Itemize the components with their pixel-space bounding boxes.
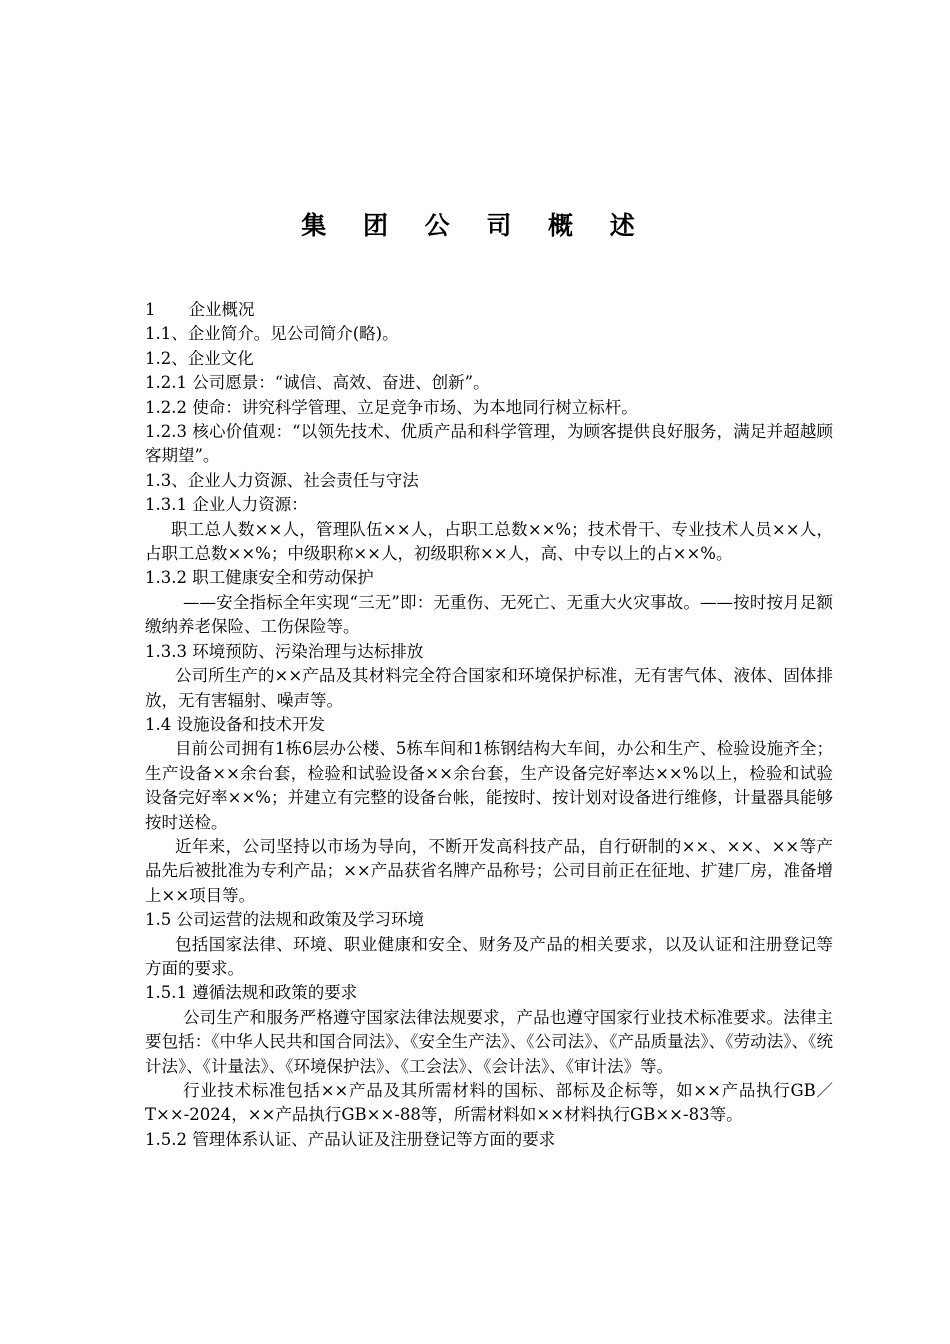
- section-heading-1-3-1: 1.3.1 企业人力资源：: [145, 495, 308, 515]
- section-heading-1-2: 1.2、企业文化: [145, 348, 254, 368]
- section-1-2-3: 1.2.3 核心价值观：“以领先技术、优质产品和科学管理，为顾客提供良好服务，满足并超越顾客期望”。: [145, 422, 833, 466]
- paragraph-environment: 公司所生产的××产品及其材料完全符合国家和环境保护标准，无有害气体、液体、固体排放，无有害辐射、噪声等。: [145, 666, 833, 710]
- section-heading-1-5-2: 1.5.2 管理体系认证、产品认证及注册登记等方面的要求: [145, 1129, 556, 1149]
- section-heading-1-5: 1.5 公司运营的法规和政策及学习环境: [145, 910, 424, 930]
- section-heading-1-3-3: 1.3.3 环境预防、污染治理与达标排放: [145, 641, 424, 661]
- paragraph-safety: ——安全指标全年实现“三无”即：无重伤、无死亡、无重大火灾事故。——按时按月足额缴纳养老保险、工伤保险等。: [145, 592, 833, 637]
- section-1-2-2: 1.2.2 使命：讲究科学管理、立足竞争市场、为本地同行树立标杆。: [145, 397, 638, 417]
- section-heading-1: 1 企业概况: [145, 300, 255, 319]
- paragraph-laws: 公司生产和服务严格遵守国家法律法规要求，产品也遵守国家行业技术标准要求。法律主要包括：《中华人民共和国合同法》、《安全生产法》、《公司法》、《产品质量法》、《劳动法》、《统计法》、《计量法》、《环境保护法》、《工会法》、《会计法》、《审计法》等。: [145, 1007, 833, 1076]
- section-heading-1-3: 1.3、企业人力资源、社会责任与守法: [145, 470, 419, 490]
- section-heading-1-4: 1.4 设施设备和技术开发: [145, 714, 325, 734]
- section-heading-1-3-2: 1.3.2 职工健康安全和劳动保护: [145, 568, 374, 588]
- document-title: 集 团 公 司 概 述: [301, 211, 649, 240]
- paragraph-development: 近年来，公司坚持以市场为导向，不断开发高科技产品，自行研制的××、××、××等产品先后被批准为专利产品；××产品获省名牌产品称号；公司目前正在征地、扩建厂房，准备增上××项目等。: [145, 836, 833, 905]
- section-1-1: 1.1、企业简介。见公司简介(略)。: [145, 324, 399, 344]
- paragraph-standards: 行业技术标准包括××产品及其所需材料的国标、部标及企标等，如××产品执行GB／T××-2024，××产品执行GB××-88等，所需材料如××材料执行GB××-83等。: [145, 1081, 833, 1125]
- paragraph-human-resources: 职工总人数××人，管理队伍××人，占职工总数××%；技术骨干、专业技术人员××人，占职工总数××%；中级职称××人，初级职称××人，高、中专以上的占××%。: [145, 519, 833, 564]
- paragraph-facilities: 目前公司拥有1栋6层办公楼、5栋车间和1栋钢结构大车间，办公和生产、检验设施齐全；生产设备××余台套，检验和试验设备××余台套，生产设备完好率达××%以上，检验和试验设备完好率××%；并建立有完整的设备台帐，能按时、按计划对设备进行维修，计量器具能够按时送检。: [145, 739, 833, 832]
- section-1-2-1: 1.2.1 公司愿景：“诚信、高效、奋进、创新”。: [145, 373, 490, 393]
- section-heading-1-5-1: 1.5.1 遵循法规和政策的要求: [145, 983, 358, 1003]
- document-body: [145, 298, 833, 1152]
- paragraph-regulations: 包括国家法律、环境、职业健康和安全、财务及产品的相关要求，以及认证和注册登记等方面的要求。: [145, 934, 833, 978]
